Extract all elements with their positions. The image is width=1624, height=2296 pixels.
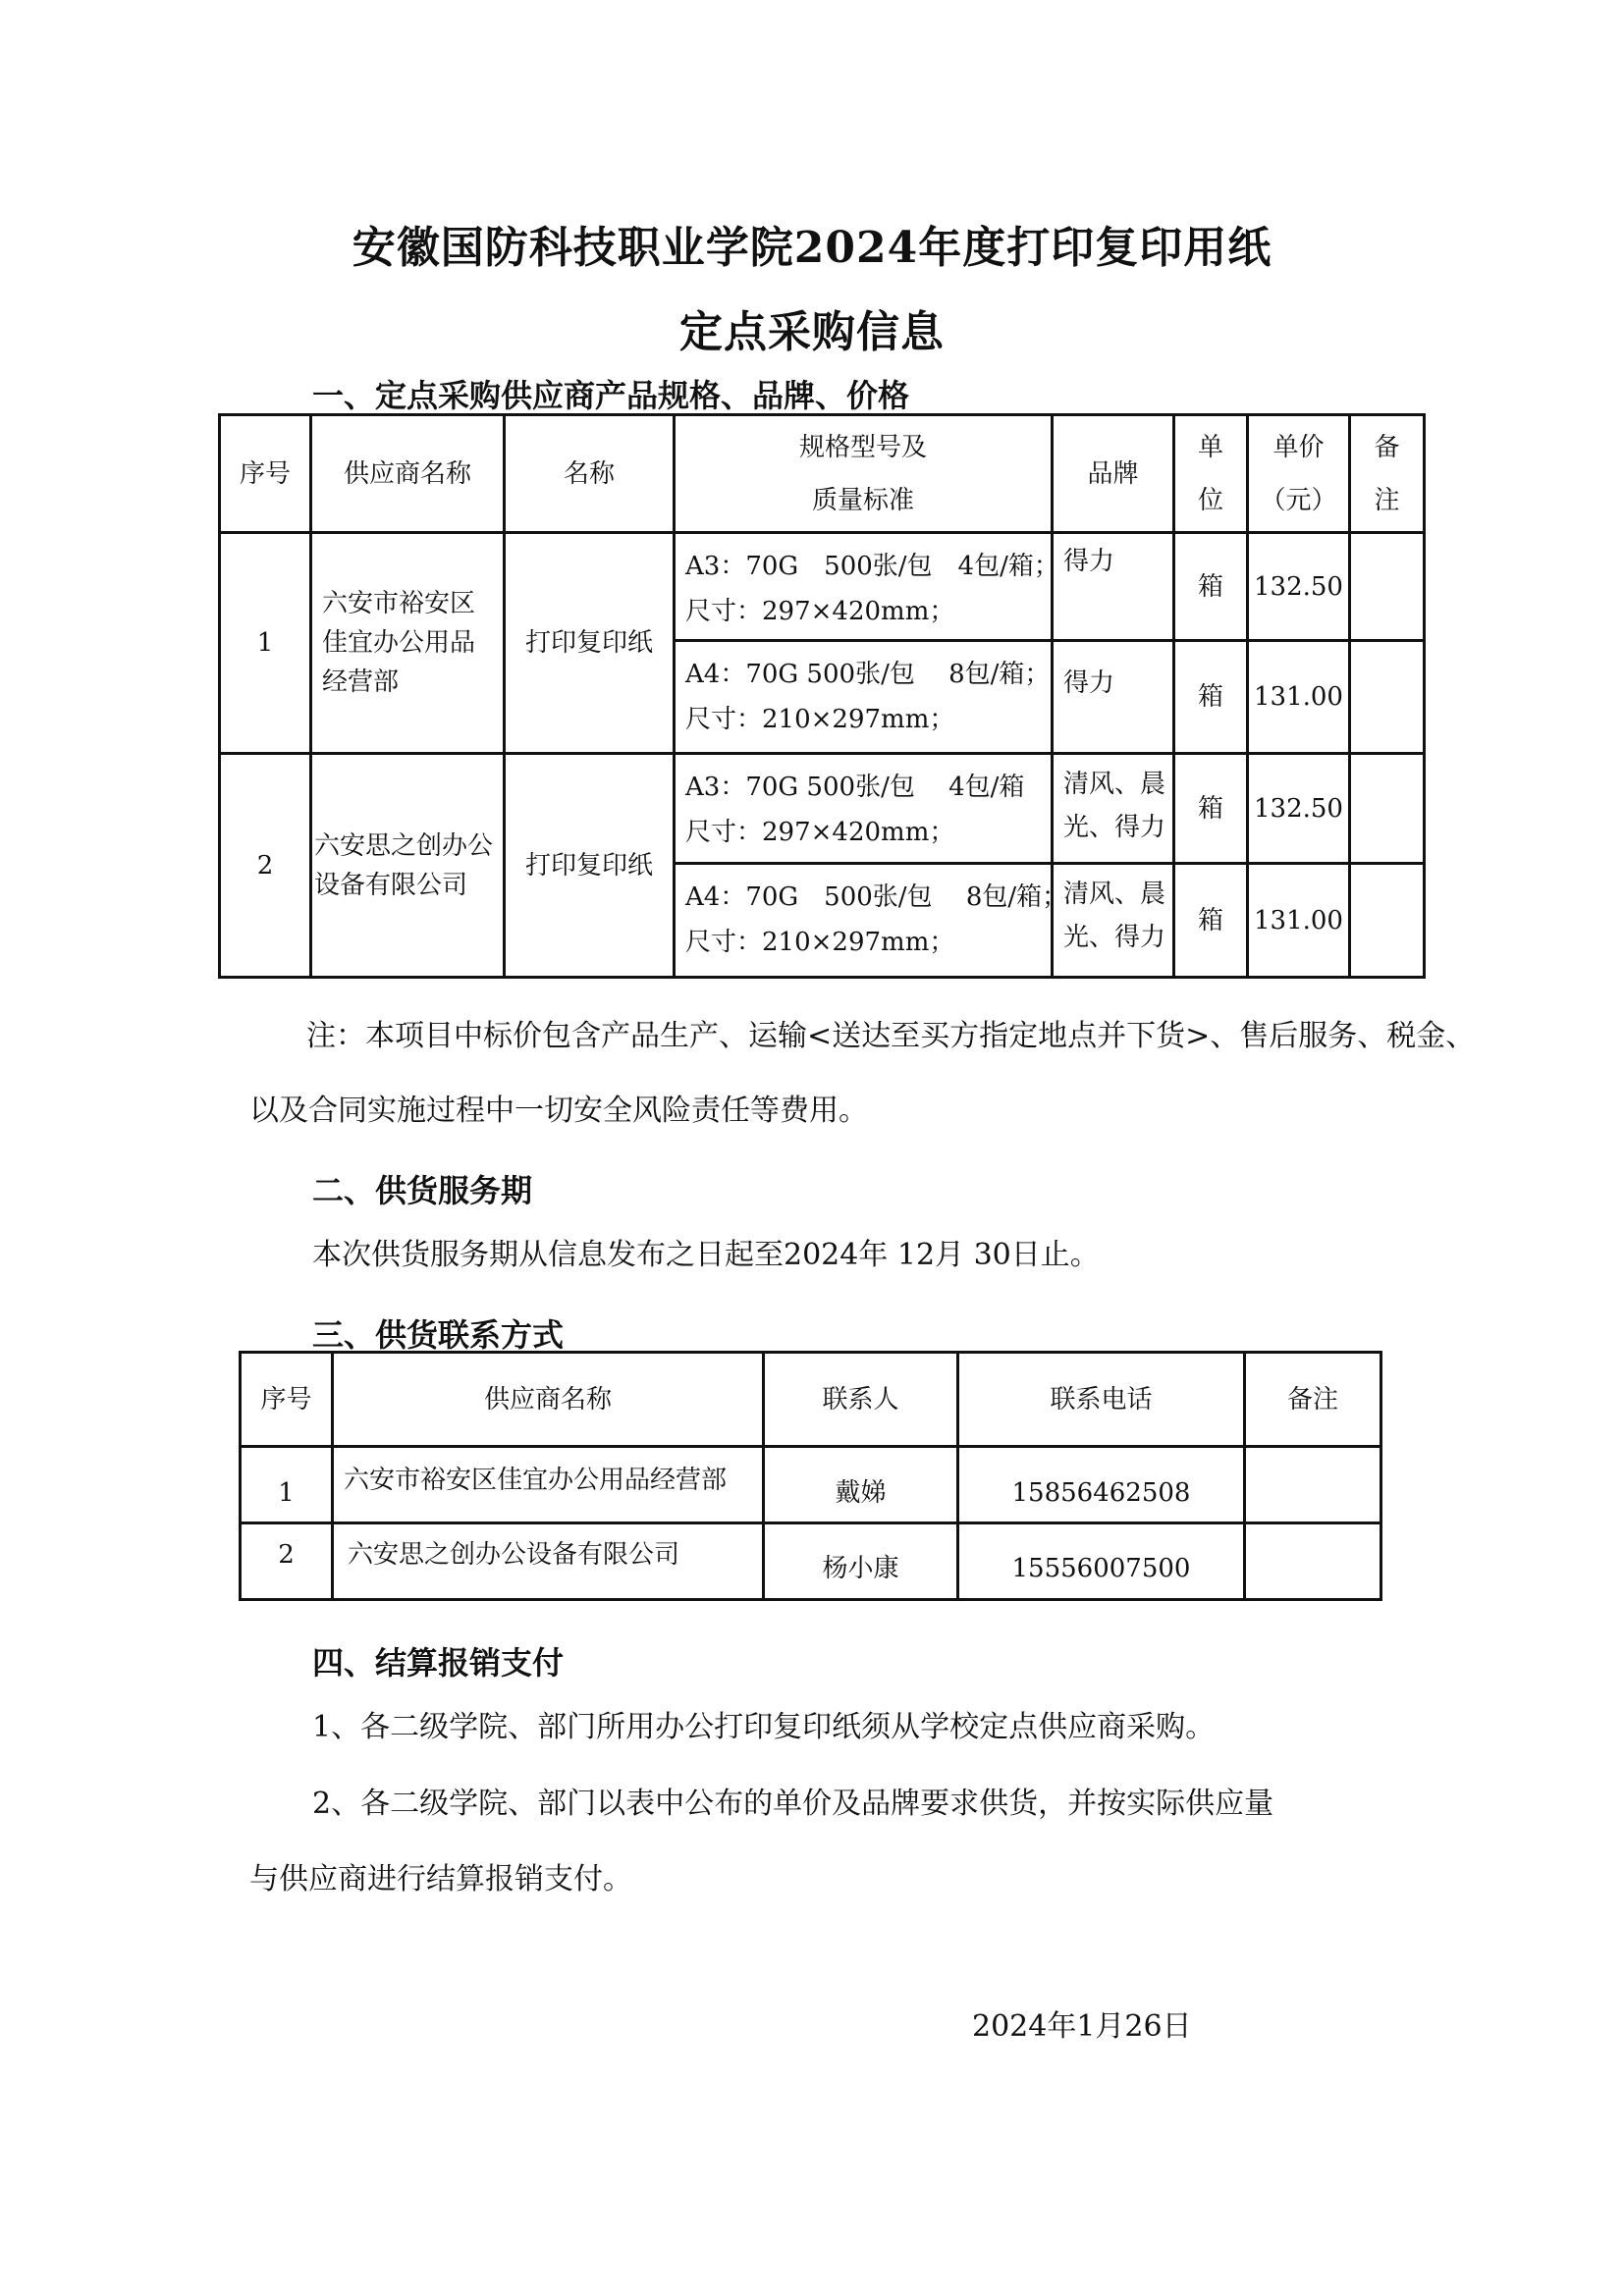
row-product-name: 打印复印纸 <box>505 754 675 978</box>
row-no: 1 <box>220 533 311 754</box>
spec-line: A4：70G 500张/包 8包/箱； <box>685 882 1068 912</box>
row-spec <box>675 754 1053 864</box>
contact-supplier: 六安市裕安区佳宜办公用品经营部 <box>333 1447 764 1523</box>
row-supplier <box>311 754 505 978</box>
row-remark <box>1350 641 1425 754</box>
contact-remark <box>1245 1447 1381 1523</box>
header-name: 名称 <box>505 415 675 533</box>
service-period-text: 本次供货服务期从信息发布之日起至2024年 12月 30日止。 <box>312 1238 1100 1272</box>
row-unit: 箱 <box>1174 641 1248 754</box>
row-spec <box>675 641 1053 754</box>
brand-line: 得力 <box>1063 668 1115 698</box>
row-supplier <box>311 533 505 754</box>
pricing-table-header <box>220 415 1425 533</box>
row-product-name: 打印复印纸 <box>505 533 675 754</box>
contact-row <box>241 1447 1381 1523</box>
header-price <box>1248 415 1350 533</box>
row-brand <box>1053 754 1174 864</box>
row-remark <box>1350 533 1425 641</box>
contact-row <box>241 1523 1381 1600</box>
row-brand <box>1053 864 1174 978</box>
supplier-line: 六安市裕安区 <box>322 589 476 618</box>
row-remark <box>1350 754 1425 864</box>
header-supplier: 供应商名称 <box>311 415 505 533</box>
header-unit-line1: 单 <box>1197 432 1223 462</box>
settlement-item2-line1: 2、各二级学院、部门以表中公布的单价及品牌要求供货，并按实际供应量 <box>312 1787 1274 1821</box>
document-title-line2: 定点采购信息 <box>679 307 945 357</box>
row-price: 132.50 <box>1248 754 1350 864</box>
section2-heading: 二、供货服务期 <box>312 1172 533 1209</box>
contact-table <box>239 1351 1382 1601</box>
header-spec <box>675 415 1053 533</box>
row-no: 2 <box>220 754 311 978</box>
spec-line: 尺寸：297×420mm； <box>685 818 955 847</box>
contact-no: 1 <box>241 1447 333 1523</box>
header-remark-line1: 备 <box>1374 432 1400 462</box>
spec-line: 尺寸：297×420mm； <box>685 597 955 626</box>
contact-person: 杨小康 <box>764 1523 958 1600</box>
contact-header-phone: 联系电话 <box>958 1353 1245 1447</box>
contact-header-person: 联系人 <box>764 1353 958 1447</box>
document-title-line1: 安徽国防科技职业学院2024年度打印复印用纸 <box>352 223 1272 273</box>
header-price-line1: 单价 <box>1272 432 1325 462</box>
header-spec-line2: 质量标准 <box>811 485 914 515</box>
header-unit-line2: 位 <box>1197 485 1223 515</box>
settlement-item2-line2: 与供应商进行结算报销支付。 <box>249 1862 632 1896</box>
spec-line: A3：70G 500张/包 4包/箱； <box>685 552 1059 581</box>
brand-line: 清风、晨 <box>1063 770 1166 799</box>
supplier-line: 六安思之创办公 <box>314 830 494 861</box>
section4-heading: 四、结算报销支付 <box>312 1644 565 1682</box>
note-line2: 以及合同实施过程中一切安全风险责任等费用。 <box>249 1094 868 1128</box>
row-remark <box>1350 864 1425 978</box>
document-date: 2024年1月26日 <box>972 2009 1192 2044</box>
section3-heading: 三、供货联系方式 <box>312 1316 565 1354</box>
note-line1: 注：本项目中标价包含产品生产、运输<送达至买方指定地点并下货>、售后服务、税金、 <box>306 1019 1476 1053</box>
header-spec-line1: 规格型号及 <box>798 432 927 462</box>
row-brand <box>1053 641 1174 754</box>
row-price: 131.00 <box>1248 864 1350 978</box>
contact-no: 2 <box>241 1523 333 1600</box>
row-spec <box>675 864 1068 978</box>
contact-supplier: 六安思之创办公设备有限公司 <box>333 1523 764 1600</box>
header-unit <box>1174 415 1248 533</box>
contact-header-remark: 备注 <box>1245 1353 1381 1447</box>
header-price-line2: （元） <box>1260 485 1337 515</box>
header-remark <box>1350 415 1425 533</box>
spec-line: 尺寸：210×297mm； <box>685 928 955 957</box>
row-spec <box>675 533 1059 641</box>
contact-person: 戴娣 <box>764 1447 958 1523</box>
brand-line: 得力 <box>1063 547 1115 576</box>
brand-line: 光、得力 <box>1063 813 1166 842</box>
contact-header-supplier: 供应商名称 <box>333 1353 764 1447</box>
spec-line: A3：70G 500张/包 4包/箱 <box>685 773 1025 802</box>
brand-line: 光、得力 <box>1063 923 1166 952</box>
spec-line: 尺寸：210×297mm； <box>685 705 955 734</box>
brand-line: 清风、晨 <box>1063 880 1166 909</box>
pricing-row <box>220 754 1425 864</box>
header-no: 序号 <box>220 415 311 533</box>
header-remark-line2: 注 <box>1374 485 1400 515</box>
contact-table-header <box>241 1353 1381 1447</box>
supplier-line: 佳宜办公用品 <box>322 628 476 658</box>
section1-heading: 一、定点采购供应商产品规格、品牌、价格 <box>312 377 910 414</box>
contact-header-no: 序号 <box>241 1353 333 1447</box>
row-unit: 箱 <box>1174 754 1248 864</box>
settlement-item1: 1、各二级学院、部门所用办公打印复印纸须从学校定点供应商采购。 <box>312 1710 1216 1744</box>
row-price: 131.00 <box>1248 641 1350 754</box>
header-brand: 品牌 <box>1053 415 1174 533</box>
pricing-table <box>218 413 1426 979</box>
row-unit: 箱 <box>1174 533 1248 641</box>
contact-remark <box>1245 1523 1381 1600</box>
contact-phone: 15856462508 <box>958 1447 1245 1523</box>
row-brand <box>1053 533 1174 641</box>
spec-line: A4：70G 500张/包 8包/箱； <box>685 660 1051 689</box>
contact-phone: 15556007500 <box>958 1523 1245 1600</box>
supplier-line: 设备有限公司 <box>314 870 468 900</box>
row-price: 132.50 <box>1248 533 1350 641</box>
supplier-line: 经营部 <box>322 667 400 697</box>
row-unit: 箱 <box>1174 864 1248 978</box>
pricing-row <box>220 533 1425 641</box>
